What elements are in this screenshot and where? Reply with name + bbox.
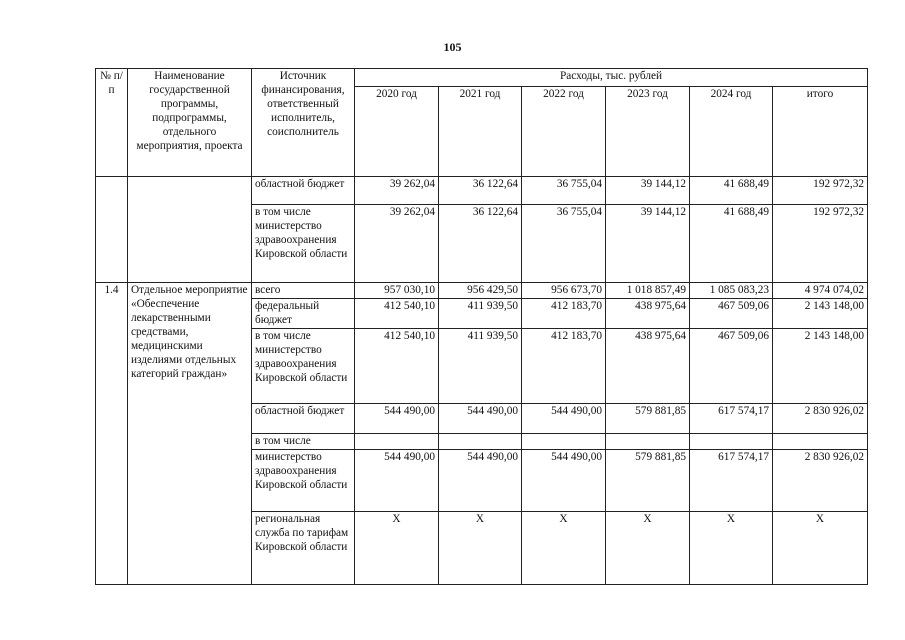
page-number: 105 <box>443 40 462 54</box>
value-cell <box>355 434 439 450</box>
value-cell: 544 490,00 <box>439 404 522 434</box>
value-cell: 438 975,64 <box>606 299 690 329</box>
value-cell: 4 974 074,02 <box>773 283 868 299</box>
value-cell <box>606 434 690 450</box>
value-cell: 1 018 857,49 <box>606 283 690 299</box>
row-number <box>96 177 128 283</box>
value-cell: Х <box>355 512 439 585</box>
header-expenses: Расходы, тыс. рублей <box>355 69 868 87</box>
header-total: итого <box>773 87 868 177</box>
value-cell: Х <box>606 512 690 585</box>
row-source: в том числе <box>252 434 355 450</box>
header-year-2023: 2023 год <box>606 87 690 177</box>
value-cell: 956 429,50 <box>439 283 522 299</box>
row-name <box>128 177 252 283</box>
value-cell: 617 574,17 <box>690 404 773 434</box>
value-cell: 39 262,04 <box>355 177 439 205</box>
value-cell: 2 830 926,02 <box>773 404 868 434</box>
value-cell: 36 755,04 <box>522 205 606 283</box>
value-cell: 438 975,64 <box>606 329 690 404</box>
header-row-1 <box>96 69 868 87</box>
value-cell: 544 490,00 <box>355 450 439 512</box>
value-cell: 2 830 926,02 <box>773 450 868 512</box>
value-cell: 411 939,50 <box>439 299 522 329</box>
value-cell: 36 122,64 <box>439 177 522 205</box>
value-cell: 617 574,17 <box>690 450 773 512</box>
value-cell <box>439 434 522 450</box>
value-cell: 412 183,70 <box>522 329 606 404</box>
value-cell: 39 144,12 <box>606 205 690 283</box>
value-cell: 41 688,49 <box>690 205 773 283</box>
header-no: № п/п <box>96 69 128 177</box>
value-cell: Х <box>773 512 868 585</box>
value-cell: 412 183,70 <box>522 299 606 329</box>
value-cell: 1 085 083,23 <box>690 283 773 299</box>
value-cell: 544 490,00 <box>522 404 606 434</box>
value-cell: 467 509,06 <box>690 329 773 404</box>
value-cell: 412 540,10 <box>355 299 439 329</box>
row-source: областной бюджет <box>252 404 355 434</box>
value-cell: 192 972,32 <box>773 205 868 283</box>
row-source: региональная служба по тарифам Кировской области <box>252 512 355 585</box>
value-cell: Х <box>439 512 522 585</box>
header-year-2020: 2020 год <box>355 87 439 177</box>
value-cell: 36 755,04 <box>522 177 606 205</box>
value-cell: 411 939,50 <box>439 329 522 404</box>
table-row <box>96 283 868 299</box>
row-source: областной бюджет <box>252 177 355 205</box>
header-year-2024: 2024 год <box>690 87 773 177</box>
value-cell: 39 262,04 <box>355 205 439 283</box>
value-cell: 579 881,85 <box>606 404 690 434</box>
value-cell: 36 122,64 <box>439 205 522 283</box>
row-source: в том числе министерство здравоохранения Кировской области <box>252 329 355 404</box>
value-cell: 579 881,85 <box>606 450 690 512</box>
value-cell: 957 030,10 <box>355 283 439 299</box>
value-cell: 544 490,00 <box>355 404 439 434</box>
value-cell: Х <box>690 512 773 585</box>
value-cell <box>690 434 773 450</box>
header-year-2021: 2021 год <box>439 87 522 177</box>
header-year-2022: 2022 год <box>522 87 606 177</box>
header-source: Источник финансирования, ответственный исполнитель, соисполнитель <box>252 69 355 177</box>
value-cell <box>773 434 868 450</box>
value-cell: 2 143 148,00 <box>773 299 868 329</box>
budget-table <box>95 68 868 585</box>
table-row <box>96 177 868 205</box>
value-cell: 544 490,00 <box>522 450 606 512</box>
value-cell: 39 144,12 <box>606 177 690 205</box>
row-name: Отдельное мероприятие «Обеспечение лекарственными средствами, медицинскими изделиями отдельных категорий граждан» <box>128 283 252 585</box>
value-cell: 41 688,49 <box>690 177 773 205</box>
row-source: федеральный бюджет <box>252 299 355 329</box>
value-cell <box>522 434 606 450</box>
header-name: Наименование государственной программы, подпрограммы, отдельного мероприятия, проекта <box>128 69 252 177</box>
value-cell: 192 972,32 <box>773 177 868 205</box>
value-cell: Х <box>522 512 606 585</box>
row-source: всего <box>252 283 355 299</box>
value-cell: 467 509,06 <box>690 299 773 329</box>
row-number: 1.4 <box>96 283 128 585</box>
row-source: министерство здравоохранения Кировской области <box>252 450 355 512</box>
value-cell: 956 673,70 <box>522 283 606 299</box>
row-source: в том числе министерство здравоохранения Кировской области <box>252 205 355 283</box>
value-cell: 412 540,10 <box>355 329 439 404</box>
value-cell: 2 143 148,00 <box>773 329 868 404</box>
value-cell: 544 490,00 <box>439 450 522 512</box>
